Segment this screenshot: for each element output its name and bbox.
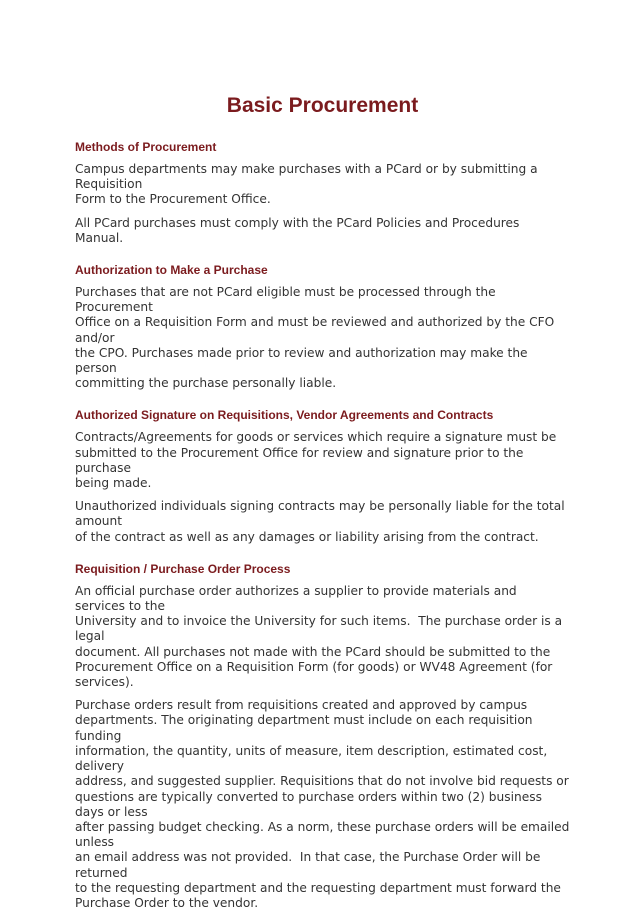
paragraph: All PCard purchases must comply with the PCard Policies and Procedures Manual. <box>75 215 524 245</box>
section-methods-of-procurement <box>75 140 570 246</box>
section-heading: Methods of Procurement <box>75 140 217 154</box>
paragraph: An official purchase order authorizes a supplier to provide materials and services to the University and to invoice the University for such items. The purchase order is a legal document. All purchases not made with the PCard should be submitted to the Procurement Office on a Requisition Form (for goods) or WV48 Agreement (for services). <box>75 583 563 690</box>
paragraph: Campus departments may make purchases with a PCard or by submitting a Requisition Form to the Procurement Office. <box>75 162 538 207</box>
section-authorization <box>75 263 570 391</box>
paragraph: Purchases that are not PCard eligible must be processed through the Procurement Office on a Requisition Form and must be reviewed and authorized by the CFO and/or the CPO. Purchases made prior to review and authorization may make the person committing the purchase personally liable. <box>75 285 555 391</box>
section-requisition-process <box>75 562 570 911</box>
section-heading: Requisition / Purchase Order Process <box>75 561 291 576</box>
section-authorized-signature <box>75 408 570 544</box>
document-page <box>75 93 570 919</box>
paragraph: Purchase orders result from requisitions created and approved by campus departments. The originating department must include on each requisition funding information, the quantity, units of measure, item description, estimated cost, delivery address, and suggested supplier. Requisitions that do not involve bid requests or questions are typically converted to purchase orders within two (2) business days or less after passing budget checking. As a norm, these purchase orders will be emailed unless an email address was not provided. In that case, the Purchase Order will be returned to the requesting department and the requesting department must forward the Purchase Order to the vendor. <box>75 698 570 910</box>
paragraph: Contracts/Agreements for goods or services which require a signature must be submitted to the Procurement Office for review and signature prior to the purchase being made. <box>75 430 557 491</box>
section-heading: Authorized Signature on Requisitions, Vendor Agreements and Contracts <box>75 408 494 423</box>
section-heading: Authorization to Make a Purchase <box>75 263 268 278</box>
page-title: Basic Procurement <box>226 94 419 117</box>
paragraph: Unauthorized individuals signing contracts may be personally liable for the total amount of the contract as well as any damages or liability arising from the contract. <box>75 499 565 544</box>
